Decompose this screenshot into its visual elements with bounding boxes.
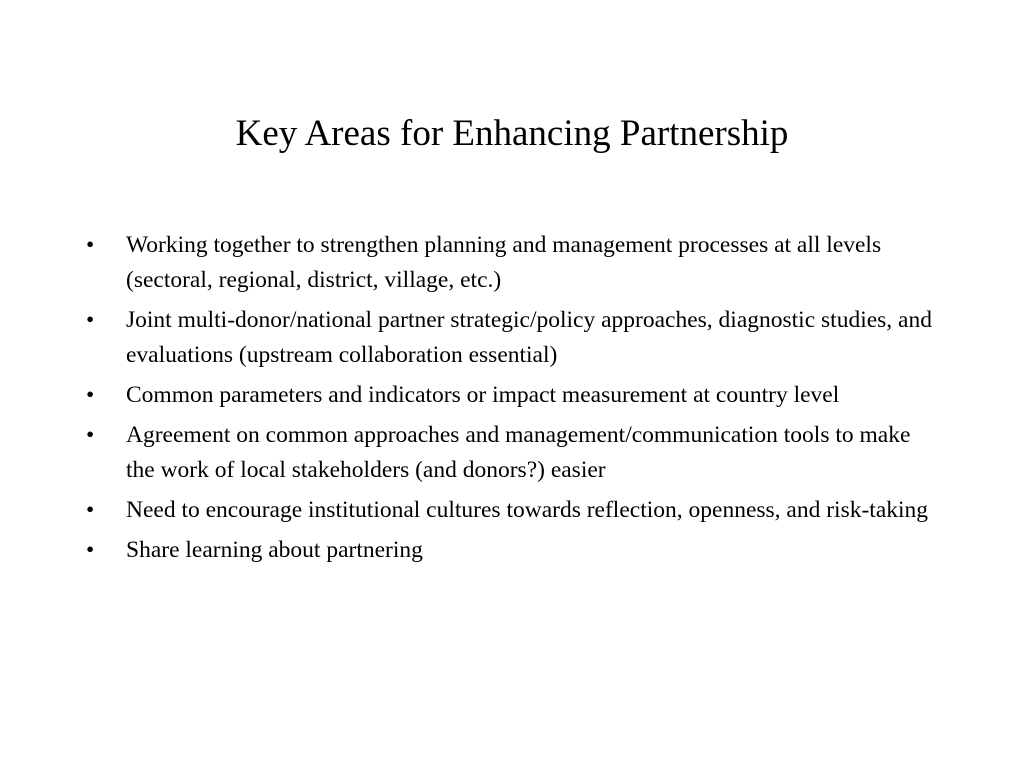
slide-title: Key Areas for Enhancing Partnership (235, 113, 789, 154)
bullet-item (84, 378, 944, 413)
bullet-icon: • (86, 382, 95, 408)
bullet-icon: • (86, 422, 95, 448)
bullet-text: Common parameters and indicators or impact measurement at country level (126, 382, 840, 408)
bullet-text: Joint multi-donor/national partner strategic/policy approaches, diagnostic studies, and evaluations (upstream collaboration essential) (126, 307, 932, 368)
bullet-list (84, 228, 944, 573)
bullet-text: Share learning about partnering (126, 537, 423, 563)
bullet-text: Agreement on common approaches and management/communication tools to make the work of local stakeholders (and donors?) easier (126, 422, 911, 483)
bullet-item (84, 303, 944, 373)
bullet-text: Need to encourage institutional cultures towards reflection, openness, and risk-taking (126, 497, 929, 523)
bullet-item (84, 533, 944, 568)
bullet-text: Working together to strengthen planning and management processes at all levels (sectoral, regional, district, village, etc.) (126, 232, 882, 293)
bullet-item (84, 228, 944, 298)
bullet-icon: • (86, 307, 95, 333)
bullet-icon: • (86, 497, 95, 523)
bullet-icon: • (86, 232, 95, 258)
bullet-item (84, 493, 944, 528)
bullet-item (84, 418, 944, 488)
bullet-icon: • (86, 537, 95, 563)
